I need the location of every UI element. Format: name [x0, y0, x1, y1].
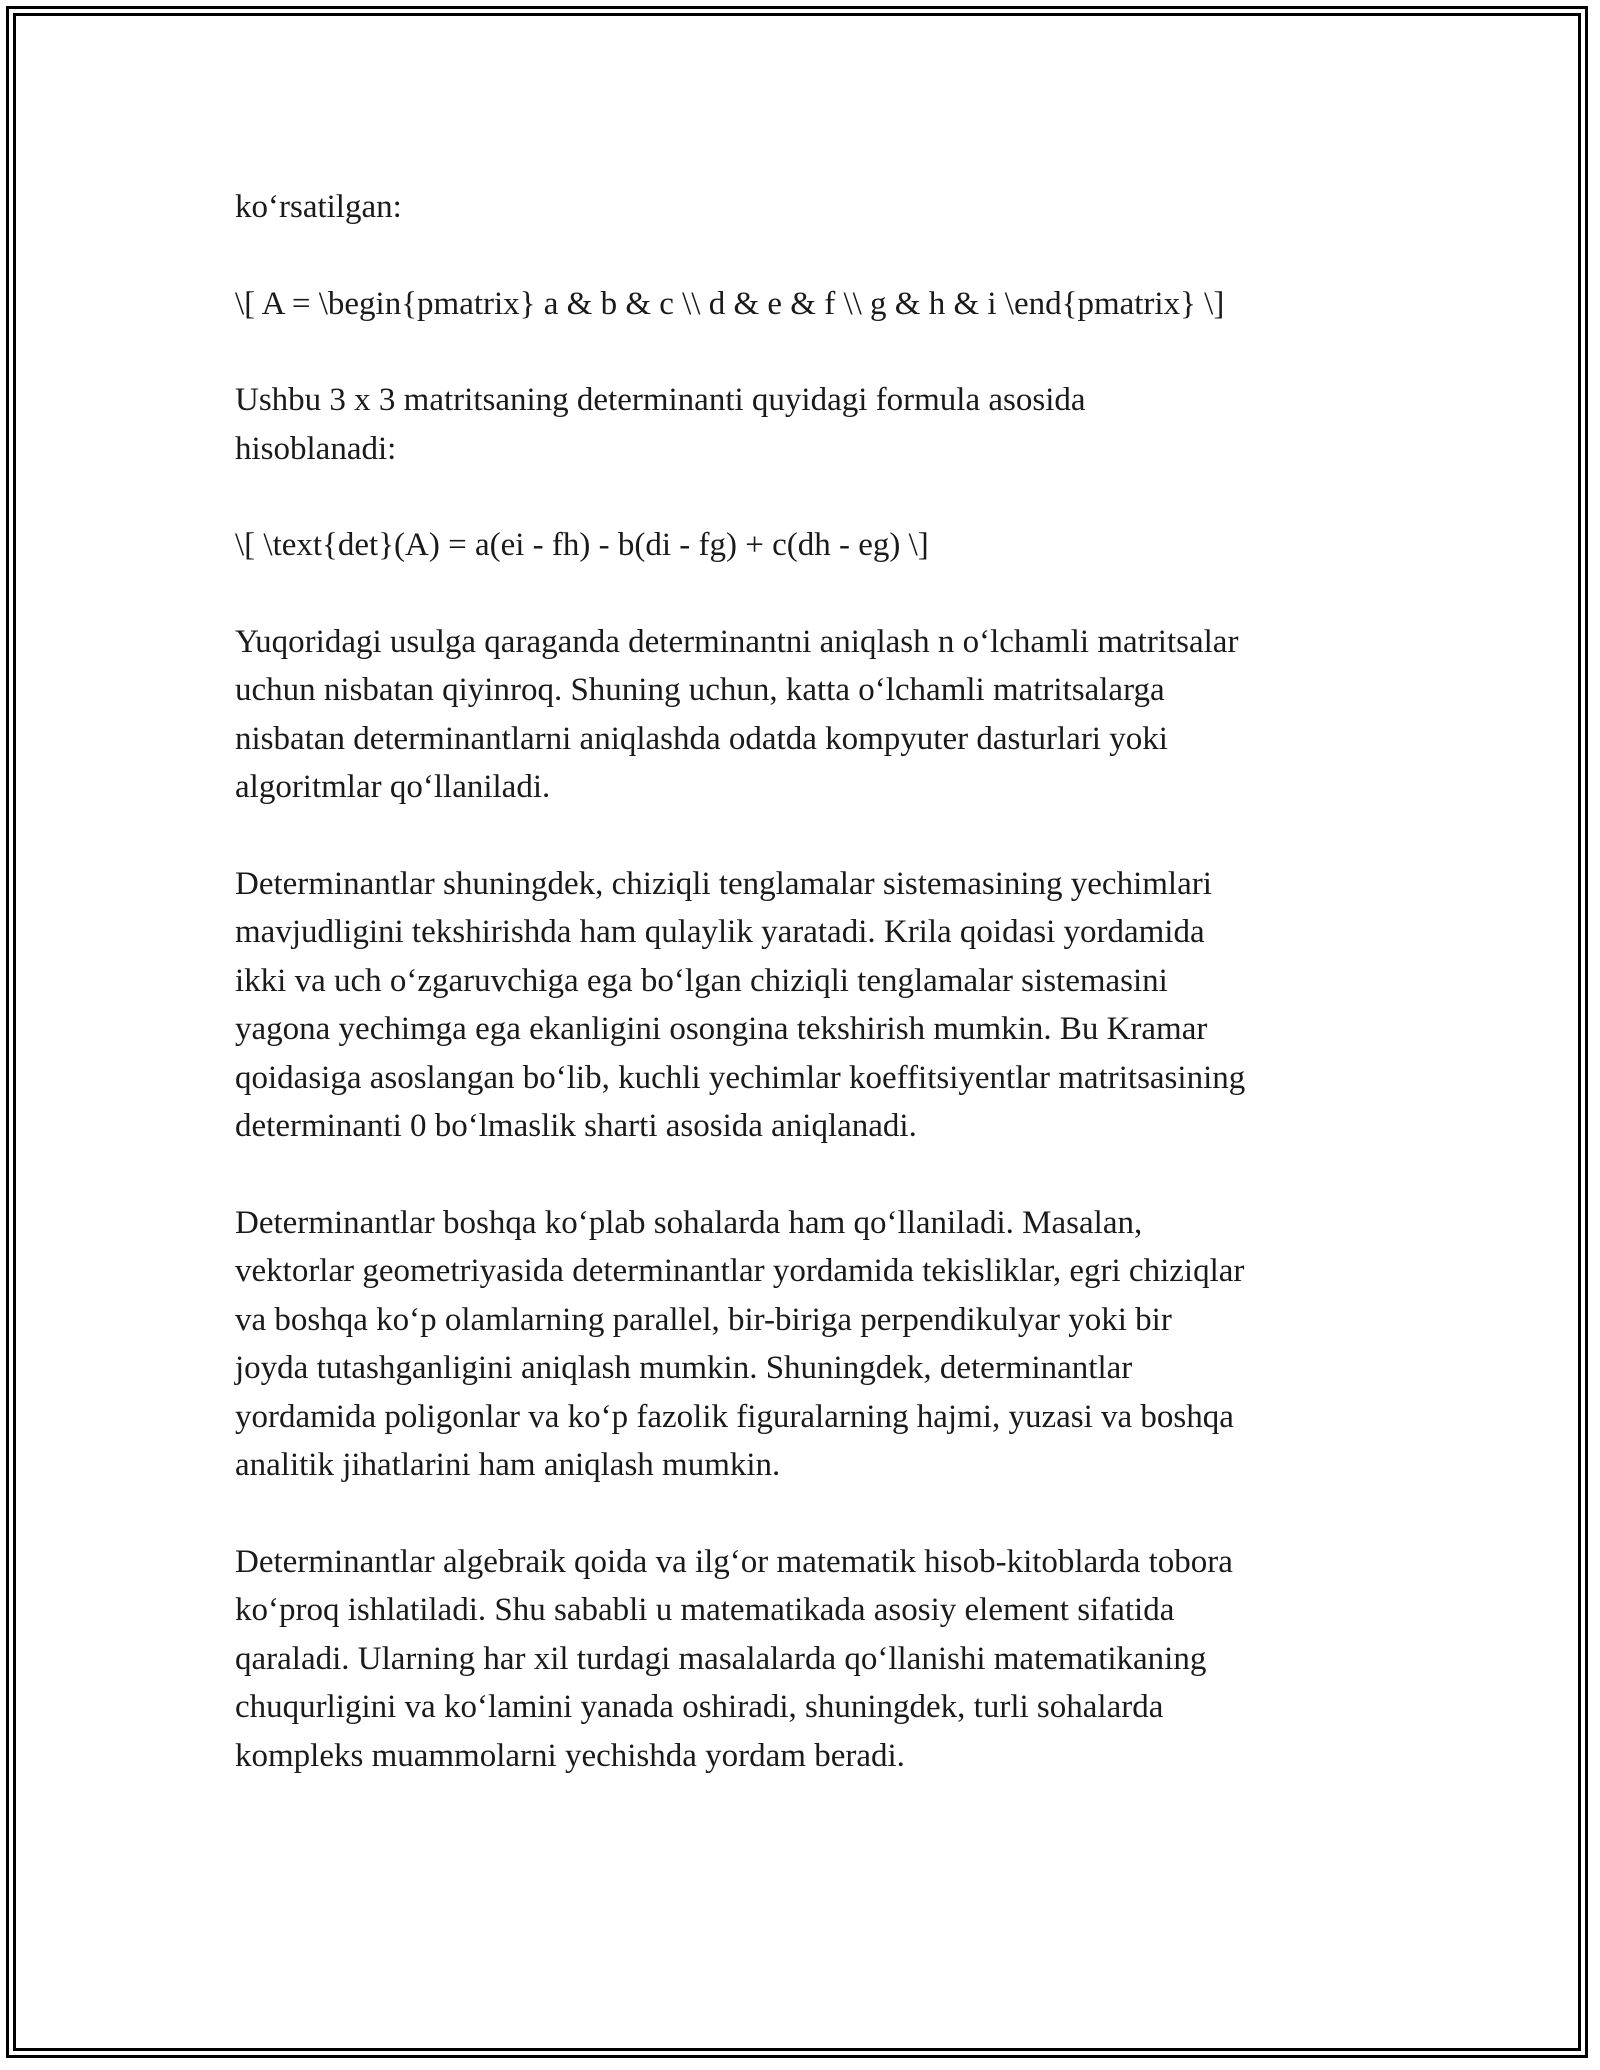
text-line: chuqurligini va ko‘lamini yanada oshiradi, shuningdek, turli sohalarda — [235, 1689, 1164, 1725]
text-line: Determinantlar algebraik qoida va ilg‘or matematik hisob-kitoblarda tobora — [235, 1543, 1233, 1580]
text-line: qaraladi. Ularning har xil turdagi masalalarda qo‘llanishi matematikaning — [235, 1640, 1207, 1677]
text-line: mavjudligini tekshirishda ham qulaylik yaratadi. Krila qoidasi yordamida — [235, 914, 1205, 950]
text-line: ko‘proq ishlatiladi. Shu sababli u matematikada asosiy element sifatida — [235, 1592, 1175, 1628]
formula-matrix — [235, 280, 1375, 329]
text-line: Determinantlar shuningdek, chiziqli tenglamalar sistemasining yechimlari — [235, 865, 1212, 902]
paragraph-intro — [235, 183, 1375, 232]
paragraph-conclusion — [235, 1538, 1375, 1781]
formula-determinant — [235, 521, 1375, 570]
text-line: \[ \text{det}(A) = a(ei - fh) - b(di - fg) + c(dh - eg) \] — [235, 527, 929, 563]
text-line: Determinantlar boshqa ko‘plab sohalarda ham qo‘llaniladi. Masalan, — [235, 1204, 1143, 1241]
text-line: hisoblanadi: — [235, 430, 397, 467]
paragraph-determinant-intro — [235, 376, 1375, 473]
text-line: qoidasiga asoslangan bo‘lib, kuchli yechimlar koeffitsiyentlar matritsasining — [235, 1059, 1246, 1096]
text-line: joyda tutashganligini aniqlash mumkin. Shuningdek, determinantlar — [235, 1350, 1133, 1386]
paragraph-applications — [235, 1199, 1375, 1490]
text-line: kompleks muammolarni yechishda yordam beradi. — [235, 1737, 905, 1774]
text-line: algoritmlar qo‘llaniladi. — [235, 769, 551, 805]
text-line: yagona yechimga ega ekanligini osongina tekshirish mumkin. Bu Kramar — [235, 1011, 1208, 1047]
text-line: nisbatan determinantlarni aniqlashda odatda kompyuter dasturlari yoki — [235, 720, 1168, 757]
text-line: analitik jihatlarini ham aniqlash mumkin. — [235, 1447, 781, 1483]
paragraph-n-dimensional — [235, 618, 1375, 812]
text-line: vektorlar geometriyasida determinantlar yordamida tekisliklar, egri chiziqlar — [235, 1253, 1245, 1289]
text-line: uchun nisbatan qiyinroq. Shuning uchun, katta o‘lchamli matritsalarga — [235, 672, 1165, 708]
text-line: Ushbu 3 x 3 matritsaning determinanti quyidagi formula asosida — [235, 382, 1086, 418]
text-line: va boshqa ko‘p olamlarning parallel, bir-biriga perpendikulyar yoki bir — [235, 1301, 1172, 1338]
text-line: ko‘rsatilgan: — [235, 189, 402, 225]
document-body — [235, 183, 1375, 1828]
text-line: determinanti 0 bo‘lmaslik sharti asosida aniqlanadi. — [235, 1108, 917, 1144]
text-line: yordamida poligonlar va ko‘p fazolik figuralarning hajmi, yuzasi va boshqa — [235, 1398, 1234, 1435]
text-line: \[ A = \begin{pmatrix} a & b & c \\ d & e & f \\ g & h & i \end{pmatrix} \] — [235, 285, 1225, 322]
text-line: Yuqoridagi usulga qaraganda determinantni aniqlash n o‘lchamli matritsalar — [235, 623, 1239, 660]
text-line: ikki va uch o‘zgaruvchiga ega bo‘lgan chiziqli tenglamalar sistemasini — [235, 962, 1168, 999]
paragraph-linear-systems — [235, 860, 1375, 1151]
